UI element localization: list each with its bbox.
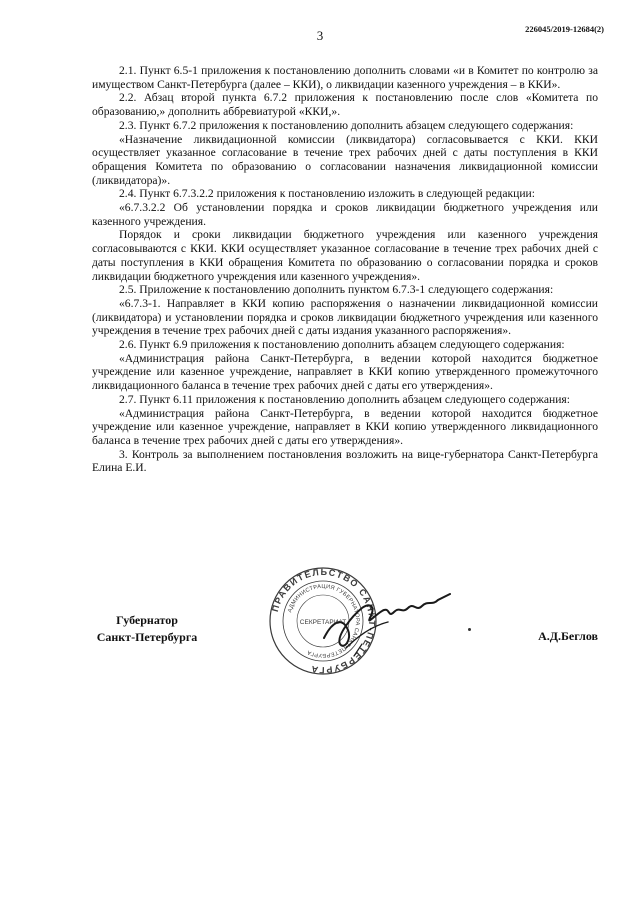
paragraph-2-5: 2.5. Приложение к постановлению дополнить пунктом 6.7.3-1 следующего содержания:: [119, 283, 554, 297]
paragraph-3: 3. Контроль за выполнением постановления возложить на вице-губернатора Санкт-Петербурга Елина Е.И.: [92, 447, 598, 475]
paragraph-2-5-quote: «6.7.3-1. Направляет в ККИ копию распоряжения о назначении ликвидационной комиссии (ликвидатора) и установлении порядка и сроков ликвидации бюджетного учреждения или казенного учреждения в течение трех рабочих дней с даты издания указанного распоряжения».: [92, 296, 598, 338]
stamp-outer-text: ПРАВИТЕЛЬСТВО САНКТ-ПЕТЕРБУРГА: [269, 566, 378, 676]
signer-position: [92, 612, 202, 646]
paragraph-2-4-quote: «6.7.3.2.2 Об установлении порядка и сроков ликвидации бюджетного учреждения или казенного учреждения.: [92, 201, 598, 228]
signer-position-line1: Губернатор: [116, 613, 178, 627]
paragraph-2-7-quote: «Администрация района Санкт-Петербурга, в ведении которой находится бюджетное учреждение или казенное учреждение, направляет в ККИ копию утвержденного ликвидационного баланса в течение трех рабочих дней с даты его утверждения».: [92, 406, 598, 447]
stray-mark: [468, 628, 471, 631]
handwritten-signature: [318, 586, 458, 666]
paragraph-2-2: 2.2. Абзац второй пункта 6.7.2 приложения к постановлению после слов «Комитета по образованию,» дополнить аббревиатурой «ККИ,».: [92, 91, 598, 119]
paragraph-2-3: 2.3. Пункт 6.7.2 приложения к постановлению дополнить абзацем следующего содержания:: [119, 118, 574, 132]
signer-position-line2: Санкт-Петербурга: [96, 630, 198, 644]
signer-name: А.Д.Беглов: [538, 629, 598, 643]
stamp-inner-text: АДМИНИСТРАЦИЯ ГУБЕРНАТОРА САНКТ-ПЕТЕРБУРГА: [287, 583, 361, 659]
stamp-center-text: СЕКРЕТАРИАТ: [299, 619, 347, 626]
paragraph-2-3-quote: «Назначение ликвидационной комиссии (ликвидатора) согласовывается с ККИ. ККИ осуществляет указанное согласование в течение трех рабочих дней с даты поступления в ККИ обращения Комитета по образованию о согласовании назначения ликвидационной комиссии (ликвидатора)».: [92, 132, 598, 187]
document-body: [92, 64, 598, 475]
paragraph-2-6: 2.6. Пункт 6.9 приложения к постановлению дополнить абзацем следующего содержания:: [119, 338, 565, 352]
paragraph-2-1: 2.1. Пункт 6.5-1 приложения к постановлению дополнить словами «и в Комитет по контролю за имуществом Санкт-Петербурга (далее – ККИ), о ликвидации казенного учреждения – в ККИ».: [92, 64, 598, 91]
paragraph-2-6-quote: «Администрация района Санкт-Петербурга, в ведении которой находится бюджетное учреждение или казенное учреждение, направляет в ККИ копию утвержденного промежуточного ликвидационного баланса в течение трех рабочих дней с даты его утверждения».: [92, 351, 598, 393]
document-id: 226045/2019-12684(2): [525, 24, 604, 34]
page-number: 3: [316, 28, 324, 43]
paragraph-2-4-quote-cont: Порядок и сроки ликвидации бюджетного учреждения или казенного учреждения согласовываются с ККИ. ККИ осуществляет указанное согласование в течение трех рабочих дней с даты поступления в ККИ обращения Комитета по образованию о согласовании порядка и сроков ликвидации бюджетного учреждения или казенного учреждения».: [92, 228, 598, 283]
paragraph-2-4: 2.4. Пункт 6.7.3.2.2 приложения к постановлению изложить в следующей редакции:: [119, 187, 535, 201]
paragraph-2-7: 2.7. Пункт 6.11 приложения к постановлению дополнить абзацем следующего содержания:: [119, 392, 570, 406]
